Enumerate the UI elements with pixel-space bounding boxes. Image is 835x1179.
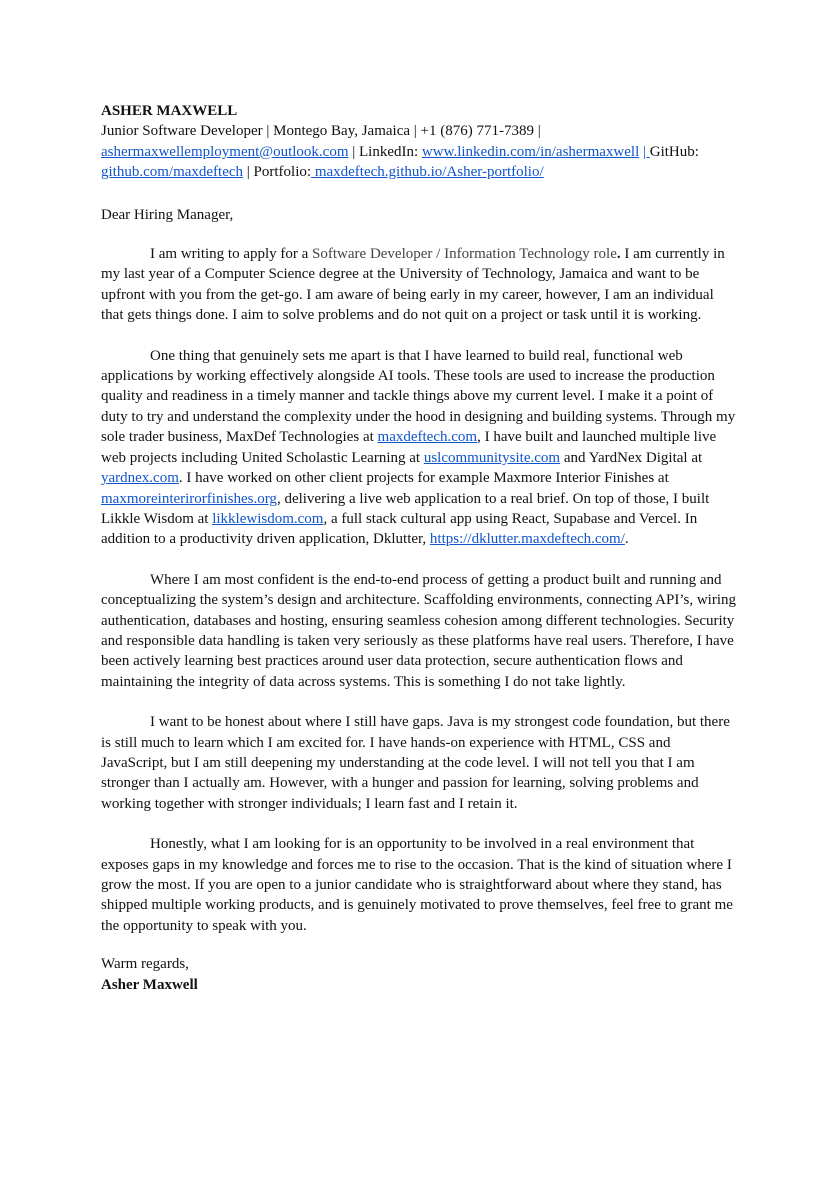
applicant-name: ASHER MAXWELL bbox=[101, 103, 238, 119]
contact-line-2 bbox=[101, 142, 737, 162]
github-link[interactable]: github.com/maxdeftech bbox=[101, 164, 244, 181]
closing: Warm regards, bbox=[101, 956, 189, 973]
likklewisdom-link[interactable]: likklewisdom.com bbox=[212, 510, 324, 527]
github-label: GitHub: bbox=[649, 143, 699, 160]
portfolio-label: | Portfolio: bbox=[243, 164, 312, 181]
portfolio-link[interactable]: maxdeftech.github.io/Asher-portfolio/ bbox=[311, 164, 544, 181]
maxdeftech-link[interactable]: maxdeftech.com bbox=[377, 429, 478, 446]
signature: Asher Maxwell bbox=[101, 976, 198, 993]
letter-header bbox=[101, 101, 737, 183]
separator-link[interactable]: | bbox=[642, 143, 650, 160]
linkedin-link[interactable]: www.linkedin.com/in/ashermaxwell bbox=[421, 143, 640, 160]
paragraph-confidence: Where I am most confident is the end-to-end process of getting a product built and running and conceptualizing the system’s design and architecture. Scaffolding environments, connecting API’s, wiring authentication, databases and hosting, ensuring seamless cohesion among different technologies. Security and responsible data handling is taken very seriously as these platforms have real users. Therefore, I have been actively learning best practices around user data protection, secure authentication flows and maintaining the integrity of data across systems. This is something I do not take lightly. bbox=[101, 571, 736, 690]
paragraph-gaps: I want to be honest about where I still have gaps. Java is my strongest code foundation, but there is still much to learn which I am excited for. I have hands-on experience with HTML, CSS and JavaScript, but I am still deepening my understanding at the code level. I will not tell you that I am stronger than I actually am. However, with a hunger and passion for learning, solving problems and working together with stronger individuals; I learn fast and I retain it. bbox=[101, 714, 730, 812]
role-title: Software Developer / Information Technology role bbox=[312, 246, 617, 263]
contact-line-3 bbox=[101, 162, 737, 182]
dklutter-link[interactable]: https://dklutter.maxdeftech.com/ bbox=[429, 531, 625, 548]
paragraph-intro: I am writing to apply for a Software Developer / Information Technology role. I am currently in my last year of a Computer Science degree at the University of Technology, Jamaica and want to be upfront with you from the get-go. I am aware of being early in my career, however, I am an individual that gets things done. I aim to solve problems and do not quit on a project or task until it is working. bbox=[101, 246, 725, 324]
paragraph-opportunity: Honestly, what I am looking for is an opportunity to be involved in a real environment that exposes gaps in my knowledge and forces me to rise to the occasion. That is the kind of situation where I grow the most. If you are open to a junior candidate who is straightforward about where they stand, has shipped multiple working products, and is genuinely motivated to prove themselves, feel free to grant me the opportunity to speak with you. bbox=[101, 836, 733, 934]
email-link[interactable]: ashermaxwellemployment@outlook.com bbox=[101, 143, 349, 160]
paragraph-experience: One thing that genuinely sets me apart is that I have learned to build real, functional web applications by working effectively alongside AI tools. These tools are used to increase the production quality and readiness in a timely manner and tackle things above my current level. I make it a point of duty to try and understand the complexity under the hood in designing and building systems. Through my sole trader business, MaxDef Technologies at maxdeftech.com, I have built and launched multiple live web projects including United Scholastic Learning at uslcommunitysite.com and YardNex Digital at yardnex.com. I have worked on other client projects for example Maxmore Interior Finishes at maxmoreinterirorfinishes.org, delivering a live web application to a real brief. On top of those, I built Likkle Wisdom at likklewisdom.com, a full stack cultural app using React, Supabase and Vercel. In addition to a productivity driven application, Dklutter, https://dklutter.maxdeftech.com/. bbox=[101, 347, 736, 548]
linkedin-label: | LinkedIn: bbox=[348, 143, 422, 160]
yardnex-link[interactable]: yardnex.com bbox=[101, 470, 179, 487]
maxmore-link[interactable]: maxmoreinterirorfinishes.org bbox=[101, 490, 277, 507]
salutation: Dear Hiring Manager, bbox=[101, 206, 234, 223]
contact-line-1: Junior Software Developer | Montego Bay, Jamaica | +1 (876) 771-7389 | bbox=[101, 123, 541, 140]
uslcommunitysite-link[interactable]: uslcommunitysite.com bbox=[423, 449, 561, 466]
letter-content bbox=[101, 101, 737, 995]
